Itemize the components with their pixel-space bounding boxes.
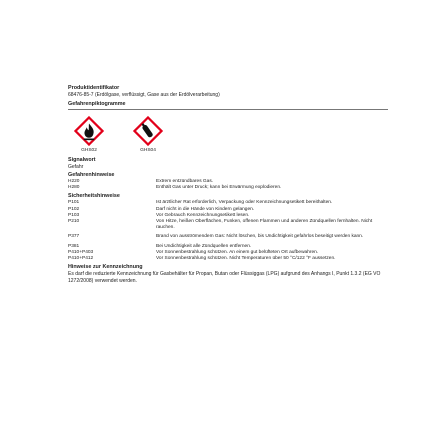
gas-cylinder-icon (133, 116, 163, 146)
signal-heading: Signalwort (68, 156, 96, 163)
pictogram-ghs02 (72, 116, 106, 153)
signal-section (68, 157, 388, 171)
safety-code: P101 (68, 200, 80, 206)
product-heading: Produktidentifikator (68, 85, 120, 91)
safety-section (68, 193, 388, 262)
safety-text: Bei Undichtigkeit alle Zündquellen entfernen. (156, 243, 252, 249)
safety-text: Vor Sonnenbestrahlung schützen. An einem gut belüfteten Ort aufbewahren. (156, 249, 319, 255)
labeling-note-heading: Hinweise zur Kennzeichnung (68, 264, 143, 271)
signal-word: Gefahr (68, 163, 84, 170)
hazard-section (68, 172, 388, 191)
safety-label-document (68, 85, 388, 284)
safety-text: Vor Gebrauch Kennzeichnungsetikett lesen. (156, 212, 250, 218)
labeling-note-section (68, 264, 388, 284)
labeling-note-text: Es darf die reduzierte Kennzeichnung für Gasbehälter für Propan, Butan oder Flüssiggas (LPG) aufgrund des Anhangs I, Punkt 1.3.2 (EG VO 1272/2008) verwendet werden. (68, 271, 381, 284)
pictogram-row (72, 116, 388, 153)
pictogram-code: GHS02 (81, 147, 97, 153)
product-section (68, 85, 388, 99)
hazard-text: Extrem entzündbares Gas. (156, 179, 214, 184)
safety-code: P102 (68, 206, 80, 212)
safety-text: Vor Sonnenbestrahlung schützen. Nicht Temperaturen über 50 °C/122 °F aussetzen. (156, 256, 336, 262)
product-identifier: 68476-85-7 (Erdölgase, verflüssigt, Gase aus der Erdölverarbeitung) (68, 92, 220, 98)
hazard-code: H220 (68, 179, 80, 184)
pictogram-code: GHS04 (140, 147, 156, 153)
flame-icon (74, 116, 104, 146)
pictograms-heading: Gefahrenpiktogramme (68, 100, 126, 107)
safety-text: Von Hitze, heißen Oberflächen, Funken, offenen Flammen und anderen Zündquellen fernhalten. Nicht rauchen. (156, 219, 373, 231)
hazard-heading: Gefahrenhinweise (68, 172, 115, 178)
pictograms-section (68, 101, 388, 153)
safety-text: Brand von ausströmendem Gas: Nicht löschen, bis Undichtigkeit gefahrlos beseitigt werden kann. (156, 234, 364, 240)
safety-code: P103 (68, 212, 80, 218)
safety-heading: Sicherheitshinweise (68, 193, 120, 200)
hazard-text: Enthält Gas unter Druck; kann bei Erwärmung explodieren. (156, 185, 282, 191)
safety-row (68, 219, 388, 231)
hazard-code: H280 (68, 185, 80, 191)
divider (68, 109, 388, 110)
safety-text: Darf nicht in die Hände von Kindern gelangen. (156, 206, 255, 212)
safety-text: Ist ärztlicher Rat erforderlich, Verpackung oder Kennzeichnungsetikett bereithalten. (156, 200, 333, 206)
safety-code: P210 (68, 219, 80, 225)
hazard-row (68, 185, 388, 191)
safety-code: P410+P403 (68, 249, 94, 255)
safety-code: P381 (68, 243, 80, 249)
safety-code: P377 (68, 234, 80, 240)
pictogram-ghs04 (131, 116, 165, 153)
safety-row (68, 234, 388, 240)
safety-code: P410+P412 (68, 256, 94, 262)
safety-row (68, 256, 388, 262)
